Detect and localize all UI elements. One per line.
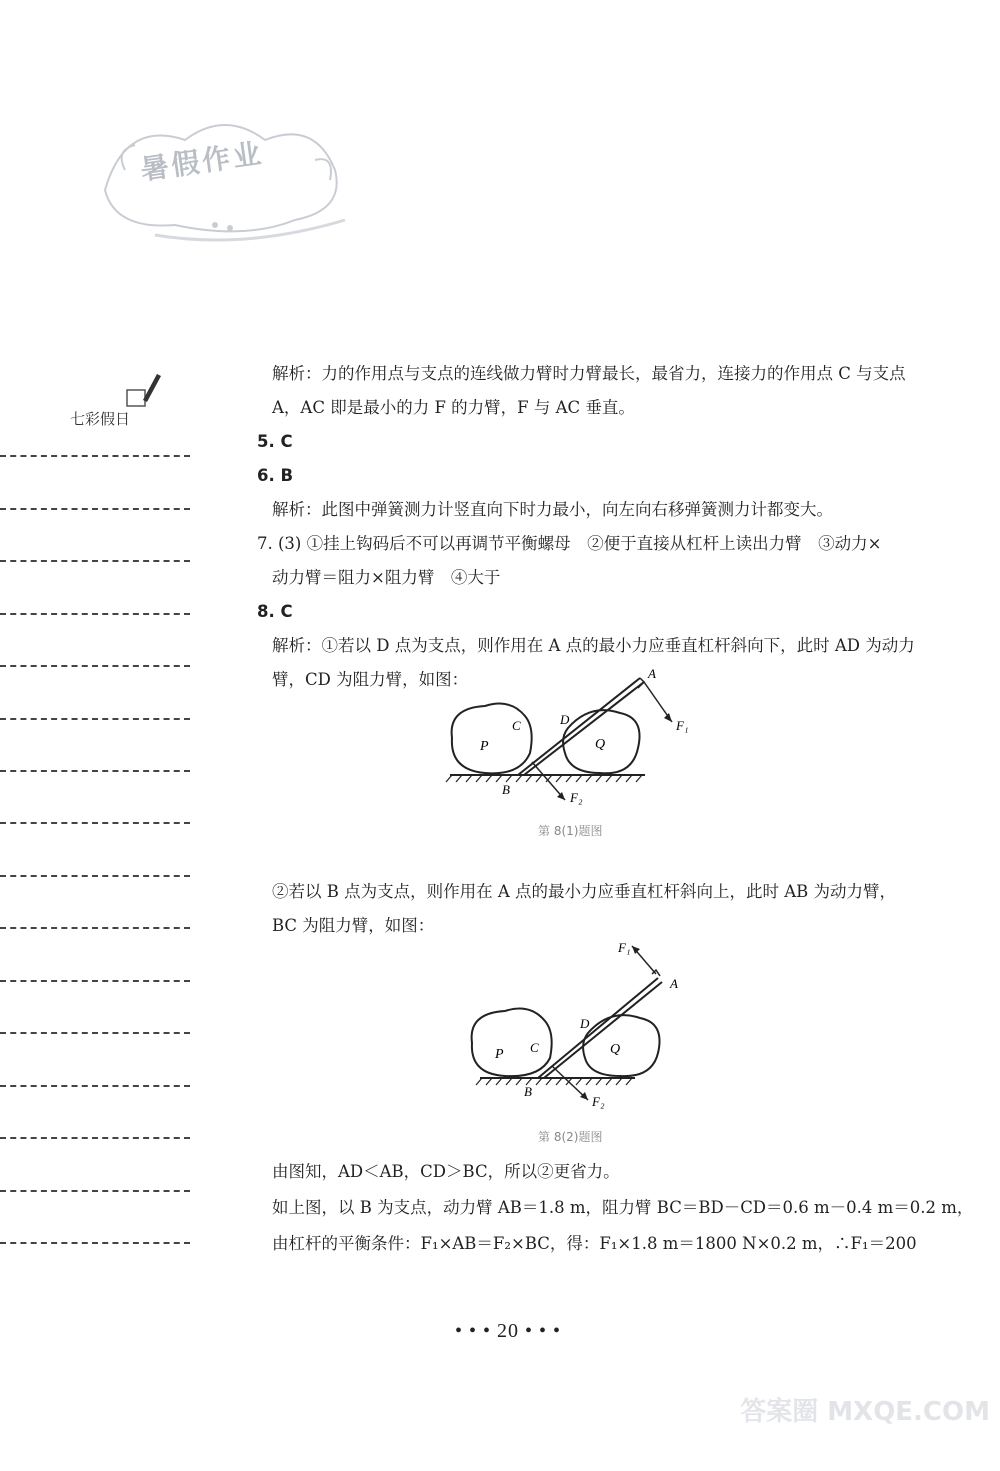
lever-diagram-1: [440, 668, 700, 813]
answer-text: 由杠杆的平衡条件：F₁×AB＝F₂×BC，得：F₁×1.8 m＝1800 N×0.2 m，∴F₁＝200: [272, 1234, 917, 1253]
note-line: [0, 822, 190, 824]
answer-text: BC 为阻力臂，如图：: [272, 916, 435, 935]
answer-text: A，AC 即是最小的力 F 的力臂，F 与 AC 垂直。: [272, 398, 635, 417]
lever-diagram-2: [460, 938, 710, 1113]
note-line: [0, 1137, 190, 1139]
point-label-a: A: [648, 668, 656, 681]
rock-label-p: P: [480, 739, 489, 754]
answer-text: 解析：①若以 D 点为支点，则作用在 A 点的最小力应垂直杠杆斜向下，此时 AD 为动力: [272, 636, 915, 655]
rock-label-q: Q: [610, 1042, 621, 1057]
answer-text: 解析：此图中弹簧测力计竖直向下时力最小，向左向右移弹簧测力计都变大。: [272, 500, 833, 519]
force-label-f2: F₂: [592, 1094, 605, 1109]
answer-text: 动力臂＝阻力×阻力臂 ④大于: [272, 568, 501, 587]
figure-caption: 第 8(1)题图: [538, 824, 603, 838]
note-line: [0, 980, 190, 982]
force-label-f2: F₂: [570, 790, 583, 805]
answer-text: 如上图，以 B 为支点，动力臂 AB＝1.8 m，阻力臂 BC＝BD－CD＝0.6 m－0.4 m＝0.2 m，: [272, 1198, 974, 1217]
note-line: [0, 613, 190, 615]
note-line: [0, 1085, 190, 1087]
point-label-c: C: [512, 718, 521, 733]
point-label-b: B: [502, 782, 510, 797]
point-label-a: A: [670, 976, 678, 991]
point-label-b: B: [524, 1084, 532, 1099]
note-line: [0, 508, 190, 510]
answer-text: 解析：力的作用点与支点的连线做力臂时力臂最长，最省力，连接力的作用点 C 与支点: [272, 364, 906, 383]
figure-caption: 第 8(2)题图: [538, 1130, 603, 1144]
pen-icon: [125, 370, 165, 410]
answer-text: 由图知，AD＜AB，CD＞BC，所以②更省力。: [272, 1162, 620, 1181]
force-label-f1: F₁: [618, 940, 631, 955]
question-number: 8. C: [257, 602, 293, 621]
note-line: [0, 770, 190, 772]
note-line: [0, 875, 190, 877]
note-line: [0, 718, 190, 720]
point-label-d: D: [560, 712, 570, 727]
answer-text: 7. (3) ①挂上钩码后不可以再调节平衡螺母 ②便于直接从杠杆上读出力臂 ③动力×: [257, 534, 882, 553]
note-line: [0, 560, 190, 562]
note-line: [0, 927, 190, 929]
question-number: 6. B: [257, 466, 294, 485]
rock-label-q: Q: [595, 737, 606, 752]
corner-watermark: 答案圈 MXQE.COM: [740, 1397, 990, 1427]
note-line: [0, 455, 190, 457]
note-line: [0, 1190, 190, 1192]
logo-title: 暑假作业: [138, 136, 266, 187]
point-label-c: C: [530, 1040, 539, 1055]
answer-text: ②若以 B 点为支点，则作用在 A 点的最小力应垂直杠杆斜向上，此时 AB 为动力臂，: [272, 882, 897, 901]
rock-label-p: P: [495, 1047, 504, 1062]
point-label-d: D: [580, 1016, 590, 1031]
question-number: 5. C: [257, 432, 293, 451]
answer-text: 臂，CD 为阻力臂，如图：: [272, 670, 469, 689]
sidebar-label: 七彩假日: [70, 410, 131, 428]
note-line: [0, 1242, 190, 1244]
note-line: [0, 1032, 190, 1034]
page-number: • • • 20 • • •: [455, 1320, 562, 1342]
note-line: [0, 665, 190, 667]
force-label-f1: F₁: [676, 718, 689, 733]
